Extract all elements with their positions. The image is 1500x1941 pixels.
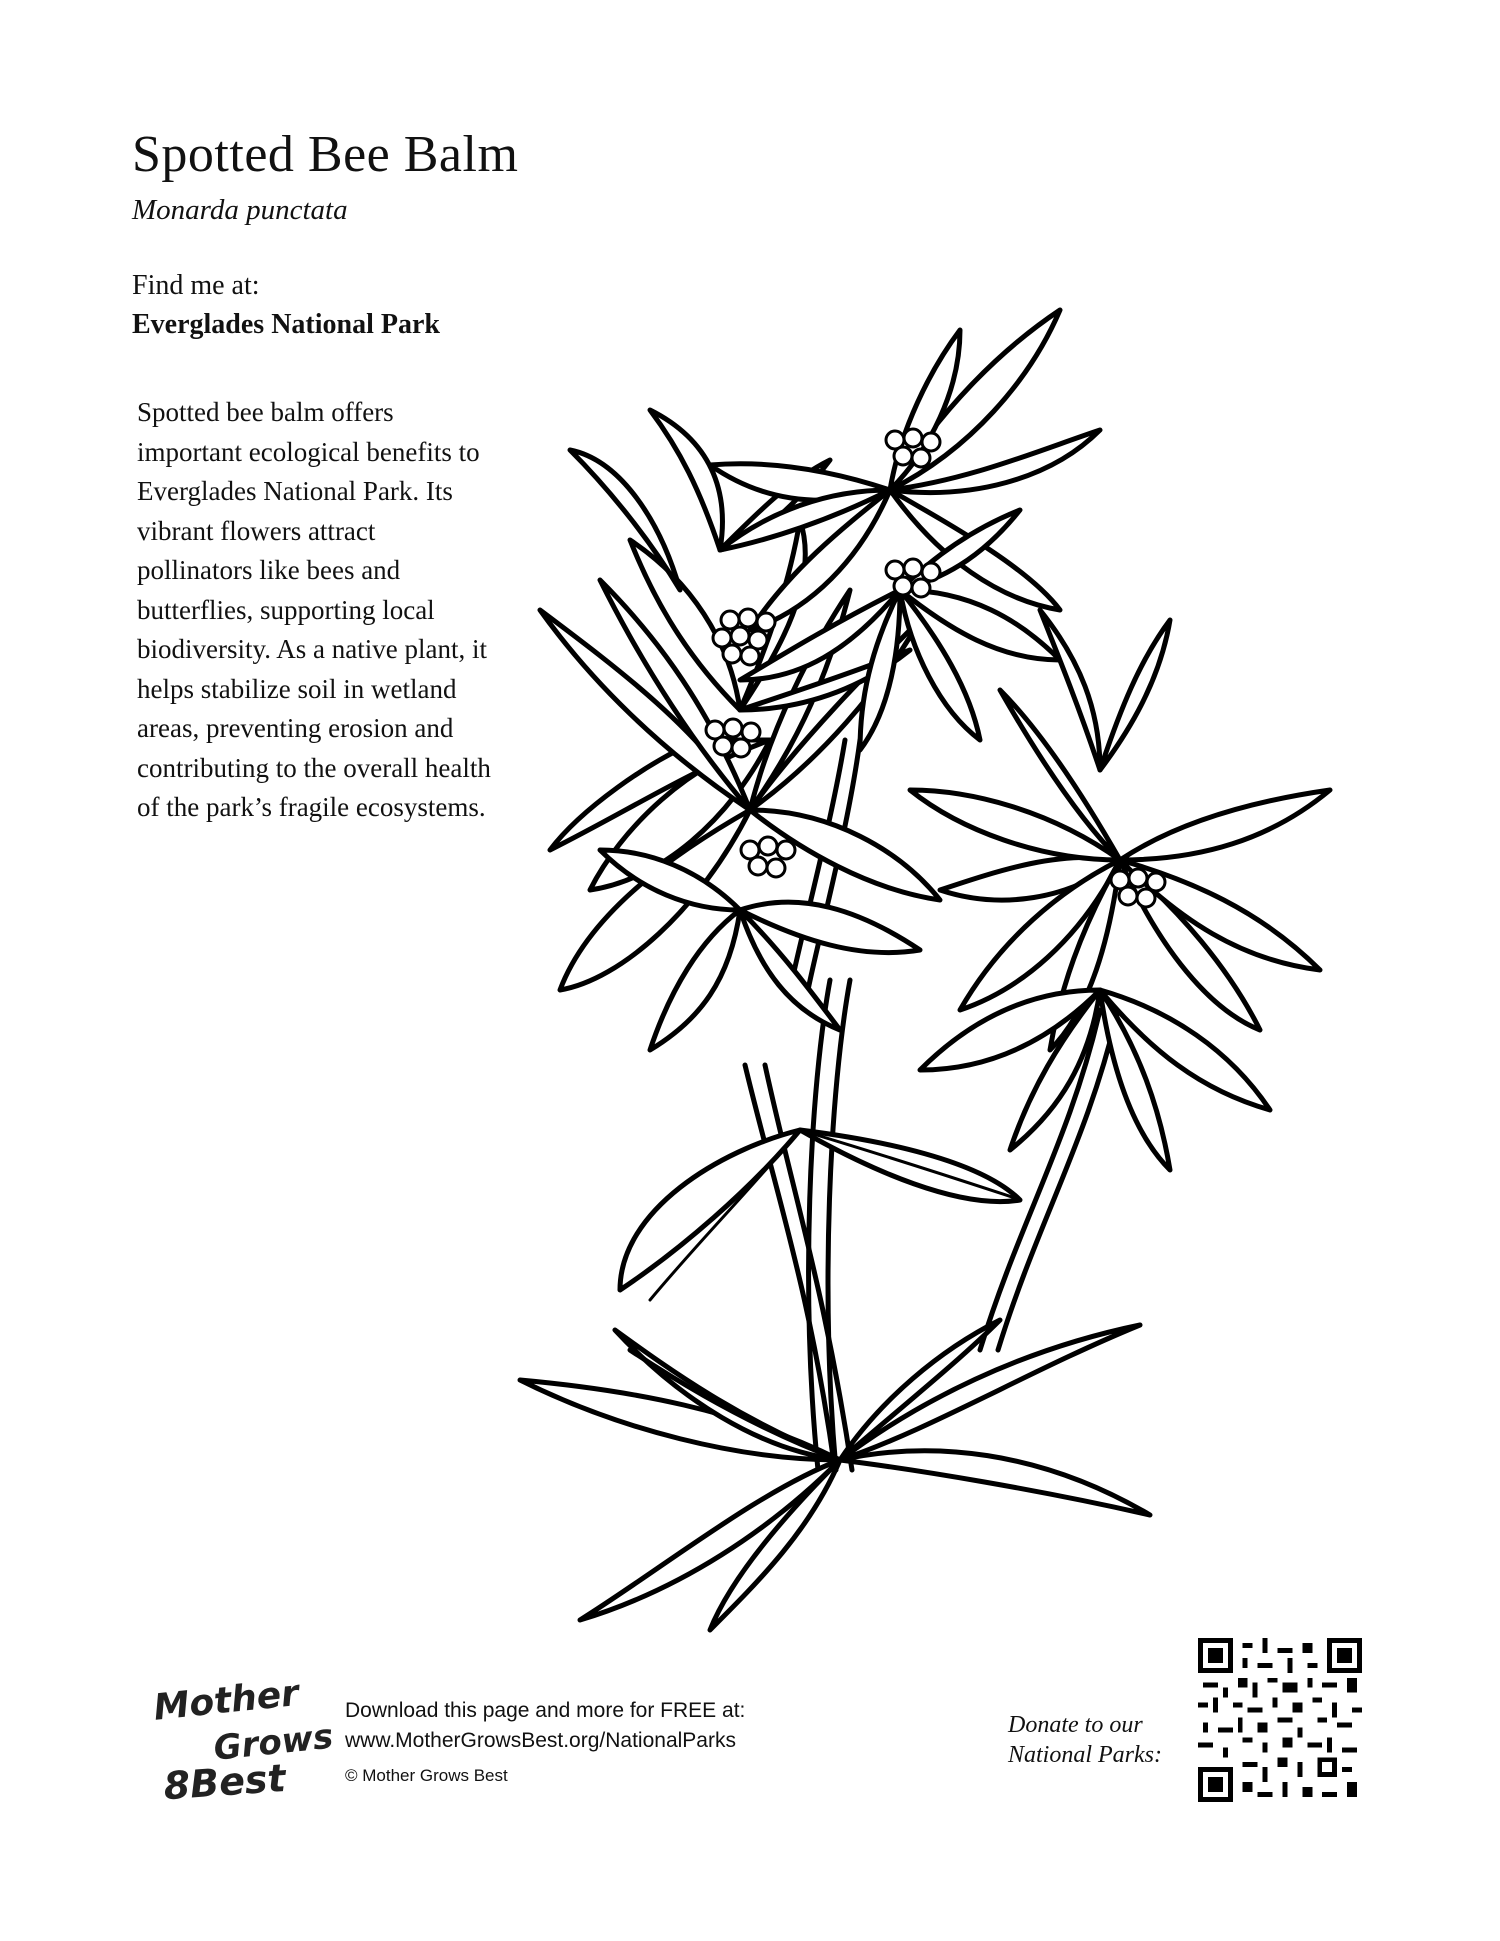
download-line-1: Download this page and more for FREE at: bbox=[345, 1699, 746, 1722]
description-paragraph: Spotted bee balm offers important ecological benefits to Everglades National Park. Its vibrant flowers attract pollinators like bees and butterflies, supporting local biodiversity. As a native plant, it helps stabilize soil in wetland areas, preventing erosion and contributing to the overall health of the park’s fragile ecosystems. bbox=[137, 397, 491, 822]
download-url[interactable]: www.MotherGrowsBest.org/NationalParks bbox=[345, 1729, 736, 1752]
donate-line-2: National Parks: bbox=[1008, 1742, 1162, 1768]
park-name: Everglades National Park bbox=[132, 309, 440, 340]
mother-grows-best-logo bbox=[151, 1672, 336, 1809]
find-me-label: Find me at: bbox=[132, 270, 260, 301]
svg-text:Mother: Mother bbox=[151, 1672, 301, 1729]
page-title: Spotted Bee Balm bbox=[132, 126, 519, 183]
scientific-name: Monarda punctata bbox=[132, 194, 348, 226]
download-text bbox=[345, 1696, 745, 1756]
donate-line-1: Donate to our bbox=[1008, 1712, 1143, 1738]
copyright-text: © Mother Grows Best bbox=[345, 1766, 508, 1785]
svg-text:Grows: Grows bbox=[211, 1716, 336, 1769]
plant-illustration bbox=[500, 290, 1420, 1650]
qr-code-icon[interactable] bbox=[1198, 1638, 1362, 1802]
svg-text:8Best: 8Best bbox=[162, 1755, 287, 1809]
donate-text bbox=[1008, 1710, 1162, 1770]
